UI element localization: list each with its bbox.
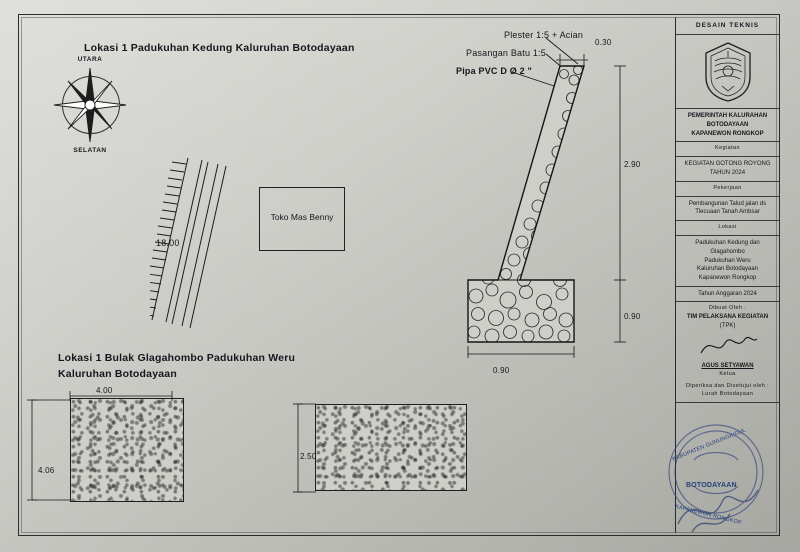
plan-title-1: Lokasi 1 Padukuhan Kedung Kaluruhan Botodayaan	[84, 42, 355, 54]
wall-top-width-label: 0.30	[595, 38, 612, 47]
lokasi-line-5: Kapanewon Rongkop	[698, 274, 757, 281]
lokasi-line-1: Padukuhan Kedung dan	[695, 240, 760, 247]
dibuat-line-1: TIM PELAKSANA KEGIATAN	[686, 314, 769, 321]
plan-title-2-line1: Lokasi 1 Bulak Glagahombo Padukuhan Weru	[58, 352, 296, 364]
wall-upper-height-label: 2.90	[624, 160, 641, 169]
section-b-dimensions	[280, 392, 480, 508]
title-block-header: DESAIN TEKNIS	[676, 17, 779, 35]
title-block-owner	[676, 109, 779, 142]
lokasi-line-3: Padukuhan Weru	[704, 257, 751, 264]
compass-north-label: UTARA	[77, 56, 103, 63]
compass-rose	[48, 56, 132, 154]
lokasi-line-2: Glagahombo	[710, 248, 745, 255]
road-length-label: 18.00	[156, 238, 180, 248]
title-block-dibuat	[676, 302, 779, 403]
title-block-kegiatan	[676, 142, 779, 157]
section-b-height-label: 2.50	[300, 452, 317, 461]
section-a-height-label: 4.06	[38, 466, 55, 475]
wall-section-outline	[452, 48, 642, 358]
pekerjaan-line-2: Tlecuaan Tanah Ambsar	[695, 209, 760, 216]
wall-lower-height-label: 0.90	[624, 312, 641, 321]
annotation-pasangan: Pasangan Batu 1:5	[466, 48, 546, 58]
dibuat-caption: Dibuat Oleh :	[708, 305, 747, 312]
stamp-text-top: KABUPATEN GUNUNGKIDUL	[671, 427, 747, 463]
section-a-dimensions	[20, 386, 200, 516]
signature-tpk-icon	[697, 333, 759, 359]
title-block-lokasi-value	[676, 236, 779, 286]
title-block-tahun: Tahun Anggaran 2024	[676, 287, 779, 303]
approve-line-1: Diperiksa dan Disetujui oleh :	[685, 382, 770, 389]
pekerjaan-line-1: Pembangunan Talud jalan ds	[688, 200, 767, 207]
kegiatan-caption: Kegiatan	[715, 145, 740, 152]
annotation-plester: Plester 1:5 + Acian	[504, 30, 584, 40]
owner-line-1: PEMERINTAH KALURAHAN	[687, 113, 768, 120]
compass-star-icon	[48, 62, 132, 148]
section-a-width-label: 4.00	[96, 386, 113, 395]
title-block-kegiatan-value	[676, 157, 779, 181]
building-toko-mas-benny	[259, 187, 345, 251]
lokasi-line-4: Kaluruhan Botodayaan	[696, 266, 759, 273]
wall-base-width-label: 0.90	[493, 366, 510, 375]
title-block-logo	[676, 35, 779, 109]
lokasi-caption: Lokasi	[718, 224, 737, 231]
stamp-text-bottom: KAPANEWON RONGKOP	[674, 503, 743, 527]
pekerjaan-caption: Pekerjaan	[713, 184, 742, 191]
building-label: Toko Mas Benny	[270, 212, 334, 222]
plan-title-2-line2: Kaluruhan Botodayaan	[58, 368, 177, 380]
owner-line-3: KAPANEWON RONGKOP	[691, 130, 764, 137]
title-block-pekerjaan	[676, 182, 779, 197]
retaining-wall-section	[452, 48, 642, 358]
signer-role: Ketua	[719, 370, 736, 377]
approve-line-2: Lurah Botodayaan	[701, 390, 754, 397]
stamp-text-mid: BOTODAYAAN	[686, 482, 737, 489]
government-emblem-icon	[702, 41, 754, 103]
compass-south-label: SELATAN	[73, 147, 107, 154]
title-block-pekerjaan-value	[676, 197, 779, 221]
title-block-lokasi	[676, 221, 779, 236]
annotation-pipa: Pipa PVC D Ø 2 "	[456, 66, 532, 76]
kegiatan-line-1: KEGIATAN GOTONG ROYONG	[684, 161, 771, 168]
signer-name: AGUS SETYAWAN	[701, 363, 754, 370]
dibuat-line-2: (TPK)	[719, 322, 736, 329]
owner-line-2: BOTODAYAAN	[706, 122, 749, 129]
kegiatan-line-2: TAHUN 2024	[709, 170, 746, 177]
official-stamp	[664, 420, 768, 538]
